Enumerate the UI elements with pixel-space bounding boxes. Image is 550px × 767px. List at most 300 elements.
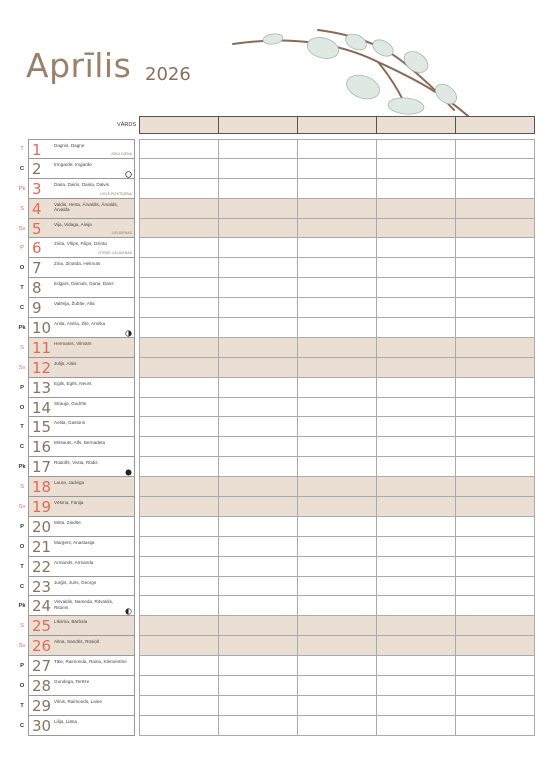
entry-cell[interactable] <box>219 477 298 496</box>
name-days: Visvaldis, Nameda, Ritvaldis, Ritums <box>54 599 114 610</box>
entry-cell[interactable] <box>377 636 456 655</box>
calendar-row <box>0 577 550 597</box>
calendar-row <box>0 696 550 716</box>
name-days: Mintauts, Alfs, Bernadeta <box>54 440 106 446</box>
entry-cell[interactable] <box>377 159 456 178</box>
entry-cell[interactable] <box>298 417 377 436</box>
entry-cell[interactable] <box>377 318 456 337</box>
calendar-row <box>0 318 550 338</box>
entry-cell[interactable] <box>139 258 219 277</box>
person-columns <box>139 417 535 437</box>
day-cell <box>28 596 135 616</box>
person-columns <box>139 696 535 716</box>
name-days: Zinta, Vīlips, Filips, Dzinta <box>54 241 107 247</box>
entry-cell[interactable] <box>377 398 456 417</box>
day-cell <box>28 159 135 179</box>
person-columns <box>139 338 535 358</box>
entry-cell[interactable] <box>298 318 377 337</box>
entry-cell[interactable] <box>377 219 456 238</box>
entry-cell[interactable] <box>219 716 298 735</box>
calendar-row <box>0 159 550 179</box>
entry-cell[interactable] <box>219 636 298 655</box>
pussy-willow-branch-image <box>228 22 473 118</box>
entry-cell[interactable] <box>298 477 377 496</box>
day-cell <box>28 398 135 418</box>
header-cell[interactable] <box>456 116 535 134</box>
weekday-label: P <box>20 663 24 670</box>
entry-cell[interactable] <box>139 179 219 198</box>
entry-cell[interactable] <box>456 199 535 218</box>
entry-cell[interactable] <box>456 417 535 436</box>
day-number: 4 <box>32 199 42 218</box>
weekday-label: Sv <box>18 643 26 650</box>
name-days: Marģers, Anastasija <box>54 539 95 545</box>
entry-cell[interactable] <box>456 656 535 675</box>
entry-cell[interactable] <box>219 676 298 695</box>
entry-cell[interactable] <box>219 219 298 238</box>
day-number: 24 <box>32 597 52 616</box>
entry-cell[interactable] <box>377 477 456 496</box>
entry-cell[interactable] <box>139 278 219 297</box>
day-number: 17 <box>32 458 52 477</box>
entry-cell[interactable] <box>377 517 456 536</box>
entry-cell[interactable] <box>139 358 219 377</box>
entry-cell[interactable] <box>298 398 377 417</box>
day-number: 23 <box>32 577 52 596</box>
entry-cell[interactable] <box>456 477 535 496</box>
person-columns <box>139 636 535 656</box>
entry-cell[interactable] <box>456 318 535 337</box>
entry-cell[interactable] <box>139 378 219 397</box>
entry-cell[interactable] <box>298 378 377 397</box>
entry-cell[interactable] <box>377 258 456 277</box>
day-number: 7 <box>32 259 42 278</box>
entry-cell[interactable] <box>219 557 298 576</box>
entry-cell[interactable] <box>377 278 456 297</box>
entry-cell[interactable] <box>139 577 219 596</box>
entry-cell[interactable] <box>219 537 298 556</box>
entry-cell[interactable] <box>219 298 298 317</box>
entry-cell[interactable] <box>456 219 535 238</box>
calendar-row <box>0 417 550 437</box>
weekday-label: S <box>20 344 24 351</box>
entry-cell[interactable] <box>377 338 456 357</box>
entry-cell[interactable] <box>377 457 456 476</box>
person-columns <box>139 716 535 736</box>
entry-cell[interactable] <box>139 596 219 615</box>
day-cell <box>28 497 135 517</box>
day-number: 22 <box>32 557 52 576</box>
person-columns <box>139 537 535 557</box>
entry-cell[interactable] <box>139 318 219 337</box>
last-quarter-moon-icon <box>125 324 132 331</box>
person-columns <box>139 517 535 537</box>
entry-cell[interactable] <box>456 557 535 576</box>
weekday-label: C <box>19 305 25 312</box>
entry-cell[interactable] <box>298 517 377 536</box>
entry-cell[interactable] <box>298 140 377 158</box>
weekday-label: T <box>20 146 24 152</box>
name-days: Mirta, Ziedīte <box>54 519 81 525</box>
calendar-row <box>0 139 550 159</box>
entry-cell[interactable] <box>298 298 377 317</box>
header-cell[interactable] <box>219 116 298 134</box>
entry-cell[interactable] <box>377 199 456 218</box>
entry-cell[interactable] <box>377 140 456 158</box>
entry-cell[interactable] <box>456 596 535 615</box>
entry-cell[interactable] <box>377 656 456 675</box>
entry-cell[interactable] <box>377 179 456 198</box>
entry-cell[interactable] <box>219 616 298 635</box>
entry-cell[interactable] <box>219 696 298 715</box>
name-days: Jūlijs, Ainis <box>54 360 77 366</box>
day-cell <box>28 636 135 656</box>
day-cell <box>28 417 135 437</box>
day-cell <box>28 139 135 159</box>
weekday-label: Sv <box>18 364 26 371</box>
calendar-row <box>0 238 550 258</box>
entry-cell[interactable] <box>219 338 298 357</box>
calendar-row <box>0 676 550 696</box>
person-columns <box>139 398 535 418</box>
holiday-label: OTRĀS LIELDIENAS <box>98 251 132 256</box>
entry-cell[interactable] <box>456 457 535 476</box>
entry-cell[interactable] <box>298 159 377 178</box>
entry-cell[interactable] <box>298 616 377 635</box>
name-days: Tāle, Raimonda, Raina, Klementīne <box>54 659 127 665</box>
name-days: Gundega, Terēze <box>54 679 90 685</box>
weekday-label: P <box>20 523 24 530</box>
entry-cell[interactable] <box>298 437 377 456</box>
entry-cell[interactable] <box>298 219 377 238</box>
name-days: Valdis, Herta, Ārvaldis, Ārvalds, Ārvalda <box>54 201 118 212</box>
entry-cell[interactable] <box>456 378 535 397</box>
day-number: 13 <box>32 378 52 397</box>
day-number: 6 <box>32 239 42 258</box>
entry-cell[interactable] <box>139 398 219 417</box>
entry-cell[interactable] <box>377 577 456 596</box>
entry-cell[interactable] <box>456 676 535 695</box>
name-days: Jurģis, Juris, Georgs <box>54 579 97 585</box>
day-number: 12 <box>32 358 52 377</box>
calendar-row <box>0 298 550 318</box>
weekday-label: O <box>19 543 25 550</box>
weekday-label: T <box>20 424 24 431</box>
person-columns <box>139 358 535 378</box>
day-number: 21 <box>32 537 52 556</box>
name-days: Vēsma, Fanija <box>54 500 84 506</box>
entry-cell[interactable] <box>219 358 298 377</box>
person-columns <box>139 457 535 477</box>
entry-cell[interactable] <box>139 716 219 735</box>
name-days: Aelita, Gastons <box>54 420 86 426</box>
entry-cell[interactable] <box>219 238 298 257</box>
day-number: 16 <box>32 438 52 457</box>
day-number: 10 <box>32 319 52 338</box>
entry-cell[interactable] <box>139 696 219 715</box>
entry-cell[interactable] <box>298 676 377 695</box>
weekday-label: T <box>20 285 24 292</box>
weekday-label: Pk <box>18 464 26 471</box>
entry-cell[interactable] <box>456 140 535 158</box>
entry-cell[interactable] <box>219 378 298 397</box>
entry-cell[interactable] <box>139 140 219 158</box>
day-number: 27 <box>32 657 52 676</box>
person-columns <box>139 616 535 636</box>
day-number: 14 <box>32 398 52 417</box>
entry-cell[interactable] <box>377 437 456 456</box>
day-cell <box>28 696 135 716</box>
entry-cell[interactable] <box>219 517 298 536</box>
calendar-row <box>0 616 550 636</box>
entry-cell[interactable] <box>298 636 377 655</box>
day-cell <box>28 378 135 398</box>
person-columns <box>139 199 535 219</box>
entry-cell[interactable] <box>377 616 456 635</box>
calendar-row <box>0 477 550 497</box>
day-cell <box>28 238 135 258</box>
name-days: Laura, Jadviga <box>54 480 85 486</box>
first-quarter-moon-icon <box>125 602 132 609</box>
calendar-row <box>0 716 550 736</box>
entry-cell[interactable] <box>139 199 219 218</box>
entry-cell[interactable] <box>456 159 535 178</box>
weekday-label: C <box>19 722 25 729</box>
entry-cell[interactable] <box>219 258 298 277</box>
calendar-row <box>0 378 550 398</box>
entry-cell[interactable] <box>219 497 298 516</box>
entry-cell[interactable] <box>456 636 535 655</box>
weekday-label: Pk <box>18 603 26 610</box>
holiday-label: LIELĀ PIEKTDIENA <box>100 191 132 196</box>
weekday-label: Sv <box>18 225 26 232</box>
name-days: Valērija, Žubīte, Alla <box>54 301 95 307</box>
entry-cell[interactable] <box>298 557 377 576</box>
entry-cell[interactable] <box>377 676 456 695</box>
entry-cell[interactable] <box>219 457 298 476</box>
weekday-label: S <box>20 205 24 212</box>
entry-cell[interactable] <box>377 596 456 615</box>
entry-cell[interactable] <box>298 457 377 476</box>
entry-cell[interactable] <box>456 238 535 257</box>
header-cell[interactable] <box>377 116 456 134</box>
new-moon-icon <box>125 463 132 470</box>
person-columns <box>139 258 535 278</box>
day-cell <box>28 477 135 497</box>
entry-cell[interactable] <box>377 716 456 735</box>
entry-cell[interactable] <box>377 358 456 377</box>
entry-cell[interactable] <box>219 577 298 596</box>
entry-cell[interactable] <box>139 517 219 536</box>
name-days: Armands, Armanda <box>54 559 94 565</box>
day-cell <box>28 716 135 736</box>
entry-cell[interactable] <box>298 238 377 257</box>
weekday-label: O <box>19 404 25 411</box>
day-cell <box>28 318 135 338</box>
header-cell[interactable] <box>139 116 219 134</box>
day-number: 3 <box>32 179 42 198</box>
entry-cell[interactable] <box>377 696 456 715</box>
weekday-label: P <box>20 384 24 391</box>
day-cell <box>28 656 135 676</box>
day-cell <box>28 298 135 318</box>
header-cell[interactable] <box>298 116 377 134</box>
entry-cell[interactable] <box>139 457 219 476</box>
day-number: 8 <box>32 279 42 298</box>
entry-cell[interactable] <box>219 398 298 417</box>
entry-cell[interactable] <box>456 179 535 198</box>
entry-cell[interactable] <box>456 437 535 456</box>
day-number: 29 <box>32 696 52 715</box>
entry-cell[interactable] <box>377 537 456 556</box>
day-number: 20 <box>32 517 52 536</box>
day-number: 15 <box>32 418 52 437</box>
entry-cell[interactable] <box>298 199 377 218</box>
day-number: 2 <box>32 159 42 178</box>
name-days: Irmgarde, Imgarde <box>54 161 92 167</box>
entry-cell[interactable] <box>456 258 535 277</box>
entry-cell[interactable] <box>456 298 535 317</box>
calendar-row <box>0 219 550 239</box>
entry-cell[interactable] <box>139 238 219 257</box>
entry-cell[interactable] <box>298 537 377 556</box>
entry-cell[interactable] <box>139 636 219 655</box>
entry-cell[interactable] <box>139 159 219 178</box>
entry-cell[interactable] <box>377 298 456 317</box>
name-days: Vija, Vidaga, Aivija <box>54 221 92 227</box>
person-columns <box>139 656 535 676</box>
entry-cell[interactable] <box>298 656 377 675</box>
entry-cell[interactable] <box>219 596 298 615</box>
entry-cell[interactable] <box>377 417 456 436</box>
entry-cell[interactable] <box>139 477 219 496</box>
name-days: Edgars, Dainuts, Dana, Dans <box>54 281 114 287</box>
weekday-label: Pk <box>18 185 26 192</box>
calendar-row <box>0 557 550 577</box>
entry-cell[interactable] <box>456 696 535 715</box>
calendar-row <box>0 497 550 517</box>
day-cell <box>28 577 135 597</box>
entry-cell[interactable] <box>456 497 535 516</box>
header-cells <box>139 116 535 134</box>
entry-cell[interactable] <box>219 140 298 158</box>
entry-cell[interactable] <box>139 616 219 635</box>
name-days: Hermanis, Vilmārs <box>54 340 92 346</box>
entry-cell[interactable] <box>456 398 535 417</box>
day-number: 30 <box>32 716 52 735</box>
entry-cell[interactable] <box>298 596 377 615</box>
day-cell <box>28 199 135 219</box>
day-number: 18 <box>32 478 52 497</box>
calendar-row <box>0 278 550 298</box>
day-cell <box>28 537 135 557</box>
entry-cell[interactable] <box>456 338 535 357</box>
name-days: Rūdolfs, Vivita, Rūdis <box>54 460 98 466</box>
day-cell <box>28 258 135 278</box>
entry-cell[interactable] <box>139 537 219 556</box>
entry-cell[interactable] <box>298 179 377 198</box>
entry-cell[interactable] <box>298 338 377 357</box>
entry-cell[interactable] <box>377 557 456 576</box>
entry-cell[interactable] <box>139 338 219 357</box>
day-number: 26 <box>32 637 52 656</box>
month-title: Aprīlis <box>26 46 132 85</box>
person-columns <box>139 159 535 179</box>
entry-cell[interactable] <box>298 716 377 735</box>
entry-cell[interactable] <box>377 378 456 397</box>
entry-cell[interactable] <box>219 417 298 436</box>
year-label: 2026 <box>145 64 191 85</box>
entry-cell[interactable] <box>298 577 377 596</box>
entry-cell[interactable] <box>219 199 298 218</box>
entry-cell[interactable] <box>139 417 219 436</box>
calendar-row <box>0 338 550 358</box>
calendar-row <box>0 537 550 557</box>
person-columns <box>139 437 535 457</box>
person-columns <box>139 557 535 577</box>
person-columns <box>139 278 535 298</box>
calendar-row <box>0 517 550 537</box>
entry-cell[interactable] <box>377 497 456 516</box>
entry-cell[interactable] <box>456 716 535 735</box>
entry-cell[interactable] <box>298 358 377 377</box>
entry-cell[interactable] <box>456 537 535 556</box>
day-number: 19 <box>32 498 52 517</box>
entry-cell[interactable] <box>298 696 377 715</box>
entry-cell[interactable] <box>298 258 377 277</box>
weekday-label: S <box>20 484 24 491</box>
entry-cell[interactable] <box>139 497 219 516</box>
calendar-row <box>0 596 550 616</box>
name-days: Egils, Egīls, Neurs <box>54 380 92 386</box>
weekday-label: O <box>19 683 25 690</box>
person-columns <box>139 477 535 497</box>
entry-cell[interactable] <box>298 497 377 516</box>
entry-cell[interactable] <box>377 238 456 257</box>
entry-cell[interactable] <box>219 278 298 297</box>
entry-cell[interactable] <box>139 219 219 238</box>
entry-cell[interactable] <box>298 278 377 297</box>
weekday-label: T <box>20 702 24 709</box>
entry-cell[interactable] <box>139 656 219 675</box>
person-columns <box>139 497 535 517</box>
entry-cell[interactable] <box>219 656 298 675</box>
entry-cell[interactable] <box>219 437 298 456</box>
entry-cell[interactable] <box>219 159 298 178</box>
weekday-label: Pk <box>18 325 26 332</box>
entry-cell[interactable] <box>139 557 219 576</box>
entry-cell[interactable] <box>219 318 298 337</box>
entry-cell[interactable] <box>456 616 535 635</box>
weekday-label: C <box>19 165 25 172</box>
entry-cell[interactable] <box>456 577 535 596</box>
weekday-label: P <box>20 245 24 252</box>
day-cell <box>28 616 135 636</box>
calendar-row <box>0 437 550 457</box>
entry-cell[interactable] <box>139 298 219 317</box>
entry-cell[interactable] <box>456 517 535 536</box>
entry-cell[interactable] <box>139 437 219 456</box>
column-label: VĀRDS <box>117 122 136 128</box>
entry-cell[interactable] <box>456 358 535 377</box>
entry-cell[interactable] <box>219 179 298 198</box>
entry-cell[interactable] <box>139 676 219 695</box>
calendar-row <box>0 457 550 477</box>
calendar-row <box>0 398 550 418</box>
day-cell <box>28 179 135 199</box>
entry-cell[interactable] <box>456 278 535 297</box>
weekday-label: T <box>20 563 24 570</box>
